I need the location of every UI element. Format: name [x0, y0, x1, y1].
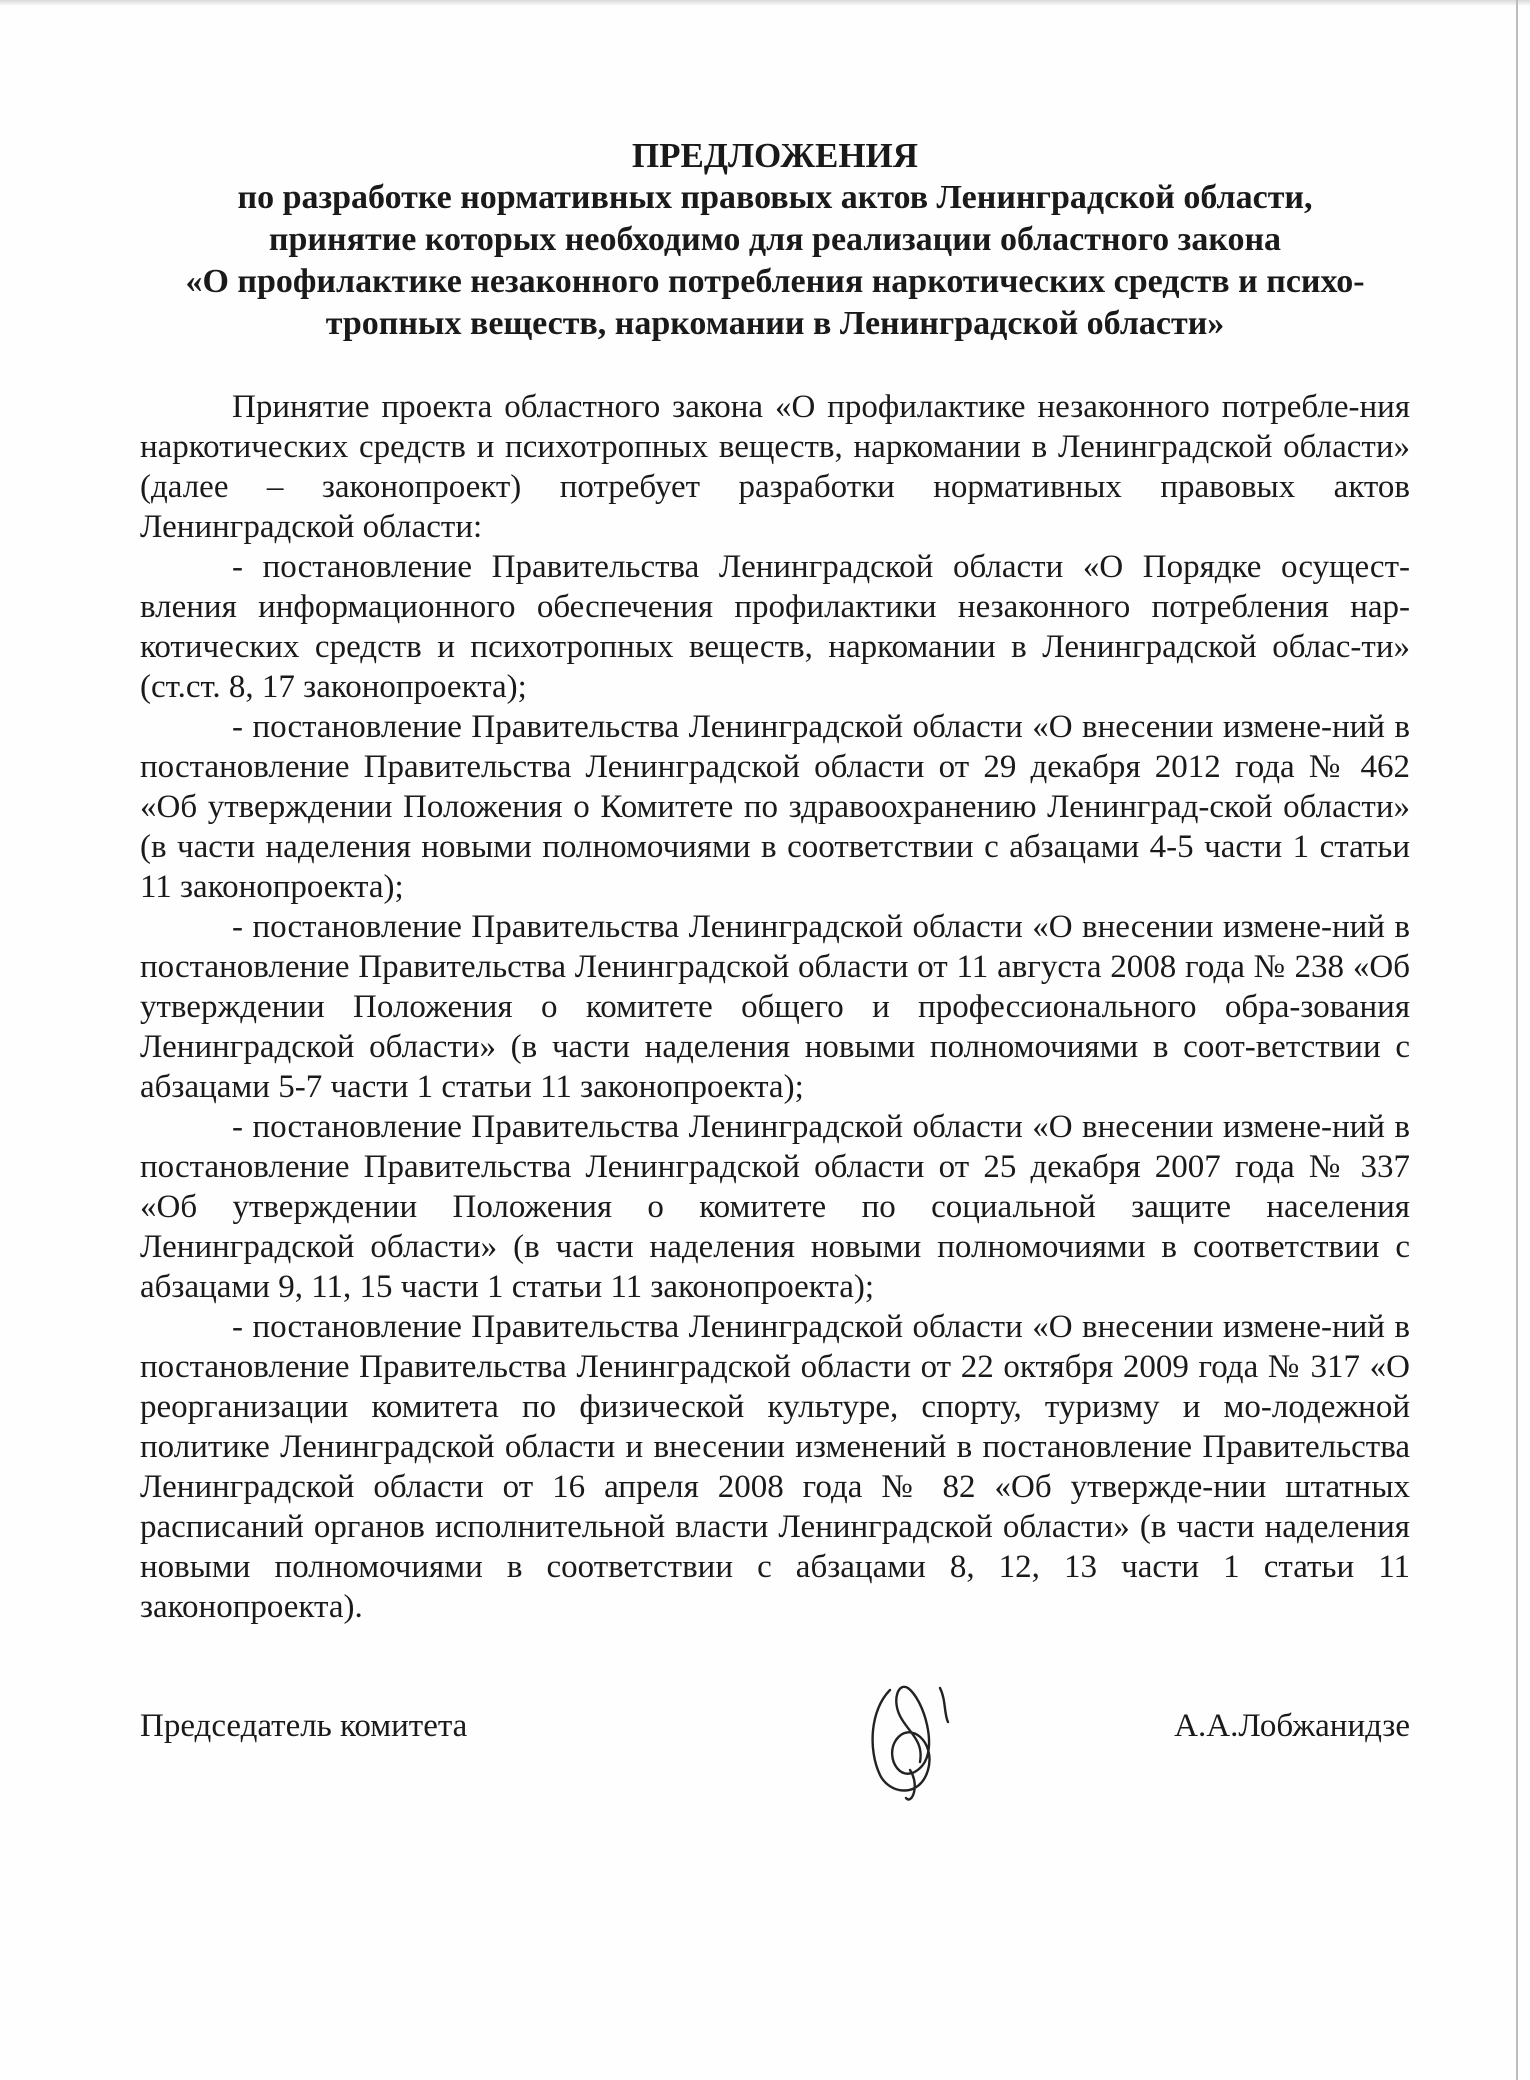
signature-block: [140, 1700, 1410, 1810]
title-line: тропных веществ, наркомании в Ленинградской области»: [325, 305, 1225, 342]
list-item: - постановление Правительства Ленинградской области «О Порядке осущест-вления информационного обеспечения профилактики незаконного потребления нар-котических средств и психотропных веществ, наркомании в Ленинградской облас-ти» (ст.ст. 8, 17 законопроекта);: [140, 549, 1410, 705]
title-line: ПРЕДЛОЖЕНИЯ: [631, 136, 919, 175]
handwritten-signature: [850, 1670, 970, 1810]
list-item: - постановление Правительства Ленинградской области «О внесении измене-ний в постановление Правительства Ленинградской области от 29 декабря 2012 года № 462 «Об утверждении Положения о Комитете по здравоохранению Ленинград-ской области» (в части наделения новыми полномочиями в соответствии с абзацами 4-5 части 1 статьи 11 законопроекта);: [140, 709, 1410, 905]
document-content: [140, 135, 1410, 1627]
title-line: «О профилактике незаконного потребления наркотических средств и психо-: [185, 263, 1365, 300]
list-item: - постановление Правительства Ленинградской области «О внесении измене-ний в постановление Правительства Ленинградской области от 25 декабря 2007 года № 337 «Об утверждении Положения о комитете по социальной защите населения Ленинградской области» (в части наделения новыми полномочиями в соответствии с абзацами 9, 11, 15 части 1 статьи 11 законопроекта);: [140, 1109, 1410, 1305]
document-body: [140, 387, 1410, 1627]
intro-paragraph: Принятие проекта областного закона «О профилактике незаконного потребле-ния наркотических средств и психотропных веществ, наркомании в Ленинградской области» (далее – законопроект) потребует разработки нормативных правовых актов Ленинградской области:: [140, 389, 1410, 545]
signatory-name: А.А.Лобжанидзе: [1174, 1708, 1410, 1744]
title-line: принятие которых необходимо для реализации областного закона: [268, 221, 1282, 258]
list-item: - постановление Правительства Ленинградской области «О внесении измене-ний в постановление Правительства Ленинградской области от 11 августа 2008 года № 238 «Об утверждении Положения о комитете общего и профессионального обра-зования Ленинградской области» (в части наделения новыми полномочиями в соот-ветствии с абзацами 5-7 части 1 статьи 11 законопроекта);: [140, 909, 1410, 1105]
scan-right-edge: [1516, 0, 1518, 2080]
list-item: - постановление Правительства Ленинградской области «О внесении измене-ний в постановление Правительства Ленинградской области от 22 октября 2009 года № 317 «О реорганизации комитета по физической культуре, спорту, туризму и мо-лодежной политике Ленинградской области и внесении изменений в постановление Правительства Ленинградской области от 16 апреля 2008 года № 82 «Об утвержде-нии штатных расписаний органов исполнительной власти Ленинградской области» (в части наделения новыми полномочиями в соответствии с абзацами 8, 12, 13 части 1 статьи 11 законопроекта).: [140, 1309, 1410, 1625]
scan-top-edge: [0, 0, 1530, 6]
signatory-role: Председатель комитета: [140, 1708, 468, 1744]
document-title: [140, 135, 1410, 345]
title-line: по разработке нормативных правовых актов Ленинградской области,: [237, 179, 1313, 216]
